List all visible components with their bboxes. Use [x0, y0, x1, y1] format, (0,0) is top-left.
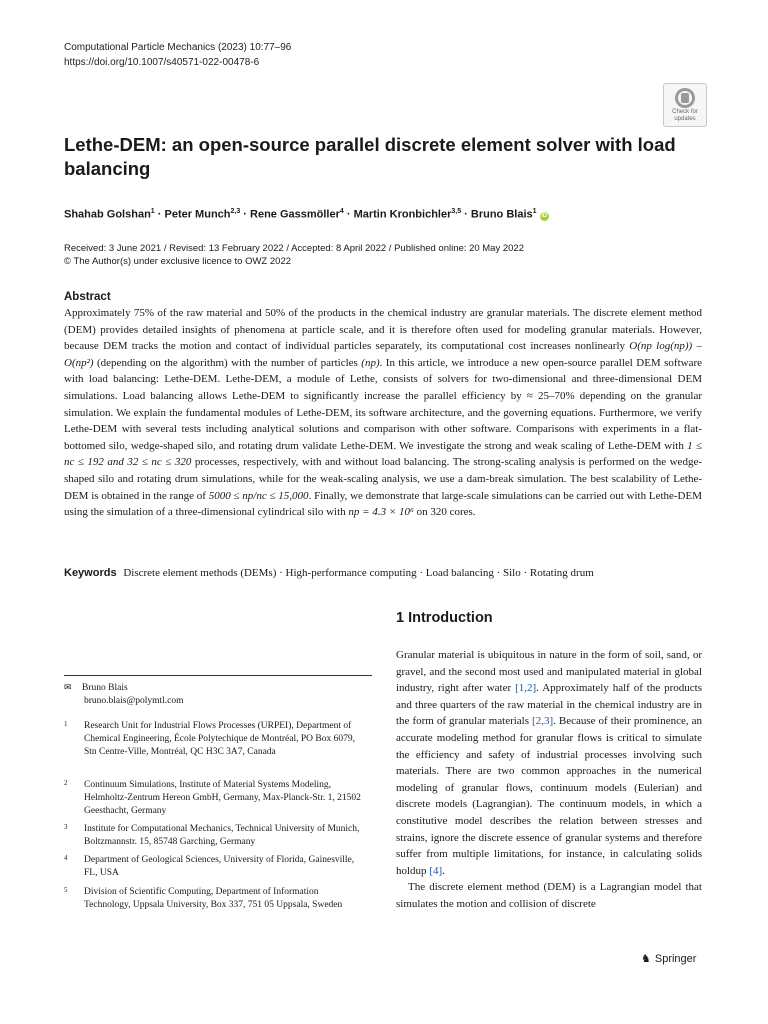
author-name: Peter Munch: [164, 208, 231, 221]
keywords: [64, 565, 714, 581]
author-list: Shahab Golshan$^1$ · Peter Munch$^{2,3}$ · Rene Gassmöller$^4$ · Martin Kronbichler$^{3,5}$ · Bruno Blais$^1$ iD: [64, 208, 548, 221]
abstract-text-part: processes, respectively, with and without load balancing. The strong-scaling analysis is performed on the wedge-shaped silo and rotating drum simulations, while for the weak-scaling analysis, we use a dam-break simulation. The best scalability of Lethe-DEM is obtained in the range of: [64, 456, 702, 502]
envelope-icon: ✉: [64, 683, 72, 693]
author-affiliation-mark: 4: [339, 208, 344, 215]
abstract-text-part: Approximately 75% of the raw material and 50% of the products in the chemical industry are granular materials. The discrete element method (DEM) provides detailed insights of phenomena at particle scale, and it is therefore often used for modeling granular materials. However, because DEM tracks the motion and contact of individual particles separately, its computational cost increases nonlinearly: [64, 307, 702, 353]
affiliation: [64, 854, 364, 880]
citation-link[interactable]: [2,3]: [532, 715, 554, 728]
affiliation-number: 5: [64, 886, 68, 894]
paragraph: [396, 647, 702, 879]
publisher-name: Springer: [654, 953, 697, 965]
math-expression: np = 4.3 × 10⁶: [348, 506, 414, 519]
corresponding-author-email[interactable]: bruno.blais@polymtl.com: [84, 696, 184, 706]
journal-header: [64, 40, 291, 70]
affiliation: [64, 886, 364, 912]
abstract-heading: Abstract: [64, 291, 111, 303]
affiliation-number: 2: [64, 779, 68, 787]
paragraph-text: .: [442, 864, 445, 877]
abstract-text-part: on 320 cores.: [416, 506, 476, 519]
affiliation: [64, 779, 364, 818]
paragraph: The discrete element method (DEM) is a Lagrangian model that simulates the motion and collision of discrete: [396, 881, 702, 910]
math-expression: 5000 ≤ np/nc ≤ 15,000: [208, 489, 309, 502]
affiliation-text: Division of Scientific Computing, Department of Information Technology, Uppsala University, Box 337, 751 05 Uppsala, Sweden: [84, 887, 343, 910]
affiliation-text: Institute for Computational Mechanics, Technical University of Munich, Boltzmannstr. 15, 85748 Garching, Germany: [84, 824, 360, 847]
author-name: Rene Gassmöller: [250, 208, 340, 221]
footnote-divider: [64, 675, 372, 676]
citation-link[interactable]: [1,2]: [515, 682, 537, 695]
author-affiliation-mark: 3,5: [451, 208, 462, 215]
springer-horse-icon: ♞: [641, 952, 651, 965]
math-expression: (np): [361, 356, 380, 369]
publisher-logo: [641, 952, 696, 965]
keywords-label: Keywords: [64, 567, 117, 579]
corresponding-author: [64, 682, 184, 708]
abstract-body: [64, 305, 702, 521]
abstract-text-part: . Finally, we demonstrate that large-scale simulations can be carried out with Lethe-DEM using the simulation of a three-dimensional cylindrical silo with: [64, 489, 702, 519]
check-for-updates-badge[interactable]: [663, 83, 707, 127]
paragraph-text: . Because of their prominence, an accurate modeling method for granular flows is critical to simulate the efficiency and safety of industrial processes involving such materials. There are two common approaches in the numerical modeling of granular flows, continuum models (Eulerian) and discrete models (Lagrangian). The continuum models, in which a constitutive model describes the relation between stresses and strains, ignore the discrete essence of granular systems and therefore suffer from multiple limitations, for instance, in calculating solids holdup: [396, 715, 702, 877]
abstract-text-part: (depending on the algorithm) with the number of particles: [97, 356, 358, 369]
author-name: Martin Kronbichler: [353, 208, 452, 221]
publication-dates: [64, 242, 524, 268]
affiliation-number: 1: [64, 720, 68, 728]
affiliation-number: 4: [64, 854, 68, 862]
doi-link[interactable]: https://doi.org/10.1007/s40571-022-00478-6: [64, 57, 260, 68]
math-expression: O(np log(np)) – O(np²): [64, 340, 703, 369]
introduction-column: [396, 647, 702, 913]
keywords-list: Discrete element methods (DEMs) · High-performance computing · Load balancing · Silo · Rotating drum: [123, 567, 594, 579]
crossmark-icon: [675, 88, 695, 108]
author-affiliation-mark: 1: [532, 208, 537, 215]
author-name: Shahab Golshan: [64, 208, 151, 221]
math-expression: 1 ≤ nc ≤ 192 and 32 ≤ nc ≤ 320: [64, 439, 702, 469]
copyright-line: © The Author(s) under exclusive licence to OWZ 2022: [64, 256, 292, 267]
journal-citation: Computational Particle Mechanics (2023) 10:77–96: [64, 42, 292, 53]
author-name: Bruno Blais: [470, 208, 533, 221]
affiliation-text: Continuum Simulations, Institute of Material Systems Modeling, Helmholtz-Zentrum Hereon GmbH, Germany, Max-Planck-Str. 1, 21502 Geesthacht, Germany: [84, 780, 361, 816]
affiliation: [64, 823, 364, 849]
check-updates-label-2: updates: [674, 116, 696, 122]
paragraph-text: Granular material is ubiquitous in nature in the form of soil, sand, or gravel, and the second most used and manipulated material in global industry, right after water: [396, 649, 702, 695]
author-affiliation-mark: 1: [150, 208, 155, 215]
affiliation-number: 3: [64, 823, 68, 831]
orcid-icon[interactable]: iD: [541, 212, 548, 219]
history-dates: Received: 3 June 2021 / Revised: 13 February 2022 / Accepted: 8 April 2022 / Published online: 20 May 2022: [64, 243, 524, 254]
affiliation: [64, 720, 364, 759]
paper-title: Lethe-DEM: an open-source parallel discrete element solver with load balancing: [64, 134, 676, 179]
check-updates-label-1: Check for: [672, 109, 698, 115]
author-affiliation-mark: 2,3: [230, 208, 241, 215]
corresponding-author-name: Bruno Blais: [82, 683, 128, 693]
affiliation-text: Department of Geological Sciences, University of Florida, Gainesville, FL, USA: [84, 855, 355, 878]
abstract-text-part: . In this article, we introduce a new open-source parallel DEM software with load balancing: Lethe-DEM. Lethe-DEM, a module of Lethe, consists of solvers for two-dimensional and three-dimensional DEM simulations. Load balancing allows Lethe-DEM to significantly increase the parallel efficiency by ≈ 25–70% depending on the granular simulation. We explain the fundamental modules of Lethe-DEM, its software architecture, and the governing equations. Furthermore, we verify Lethe-DEM with several tests including analytical solutions and comparison with other software. Comparisons with experiments in a flat-bottomed silo, wedge-shaped silo, and rotating drum validate Lethe-DEM. We investigate the strong and weak scaling of Lethe-DEM with: [64, 356, 703, 452]
paragraph-text: . Approximately half of the products and three quarters of the raw material in the chemical industry are in the form of granular materials: [396, 682, 702, 728]
citation-link[interactable]: [4]: [429, 864, 443, 877]
section-heading-introduction: 1 Introduction: [396, 610, 493, 626]
affiliation-text: Research Unit for Industrial Flows Processes (URPEI), Department of Chemical Engineering, École Polytechique de Montréal, PO Box 6079, Stn Centre-Ville, Montréal, QC H3C 3A7, Canada: [84, 721, 355, 757]
